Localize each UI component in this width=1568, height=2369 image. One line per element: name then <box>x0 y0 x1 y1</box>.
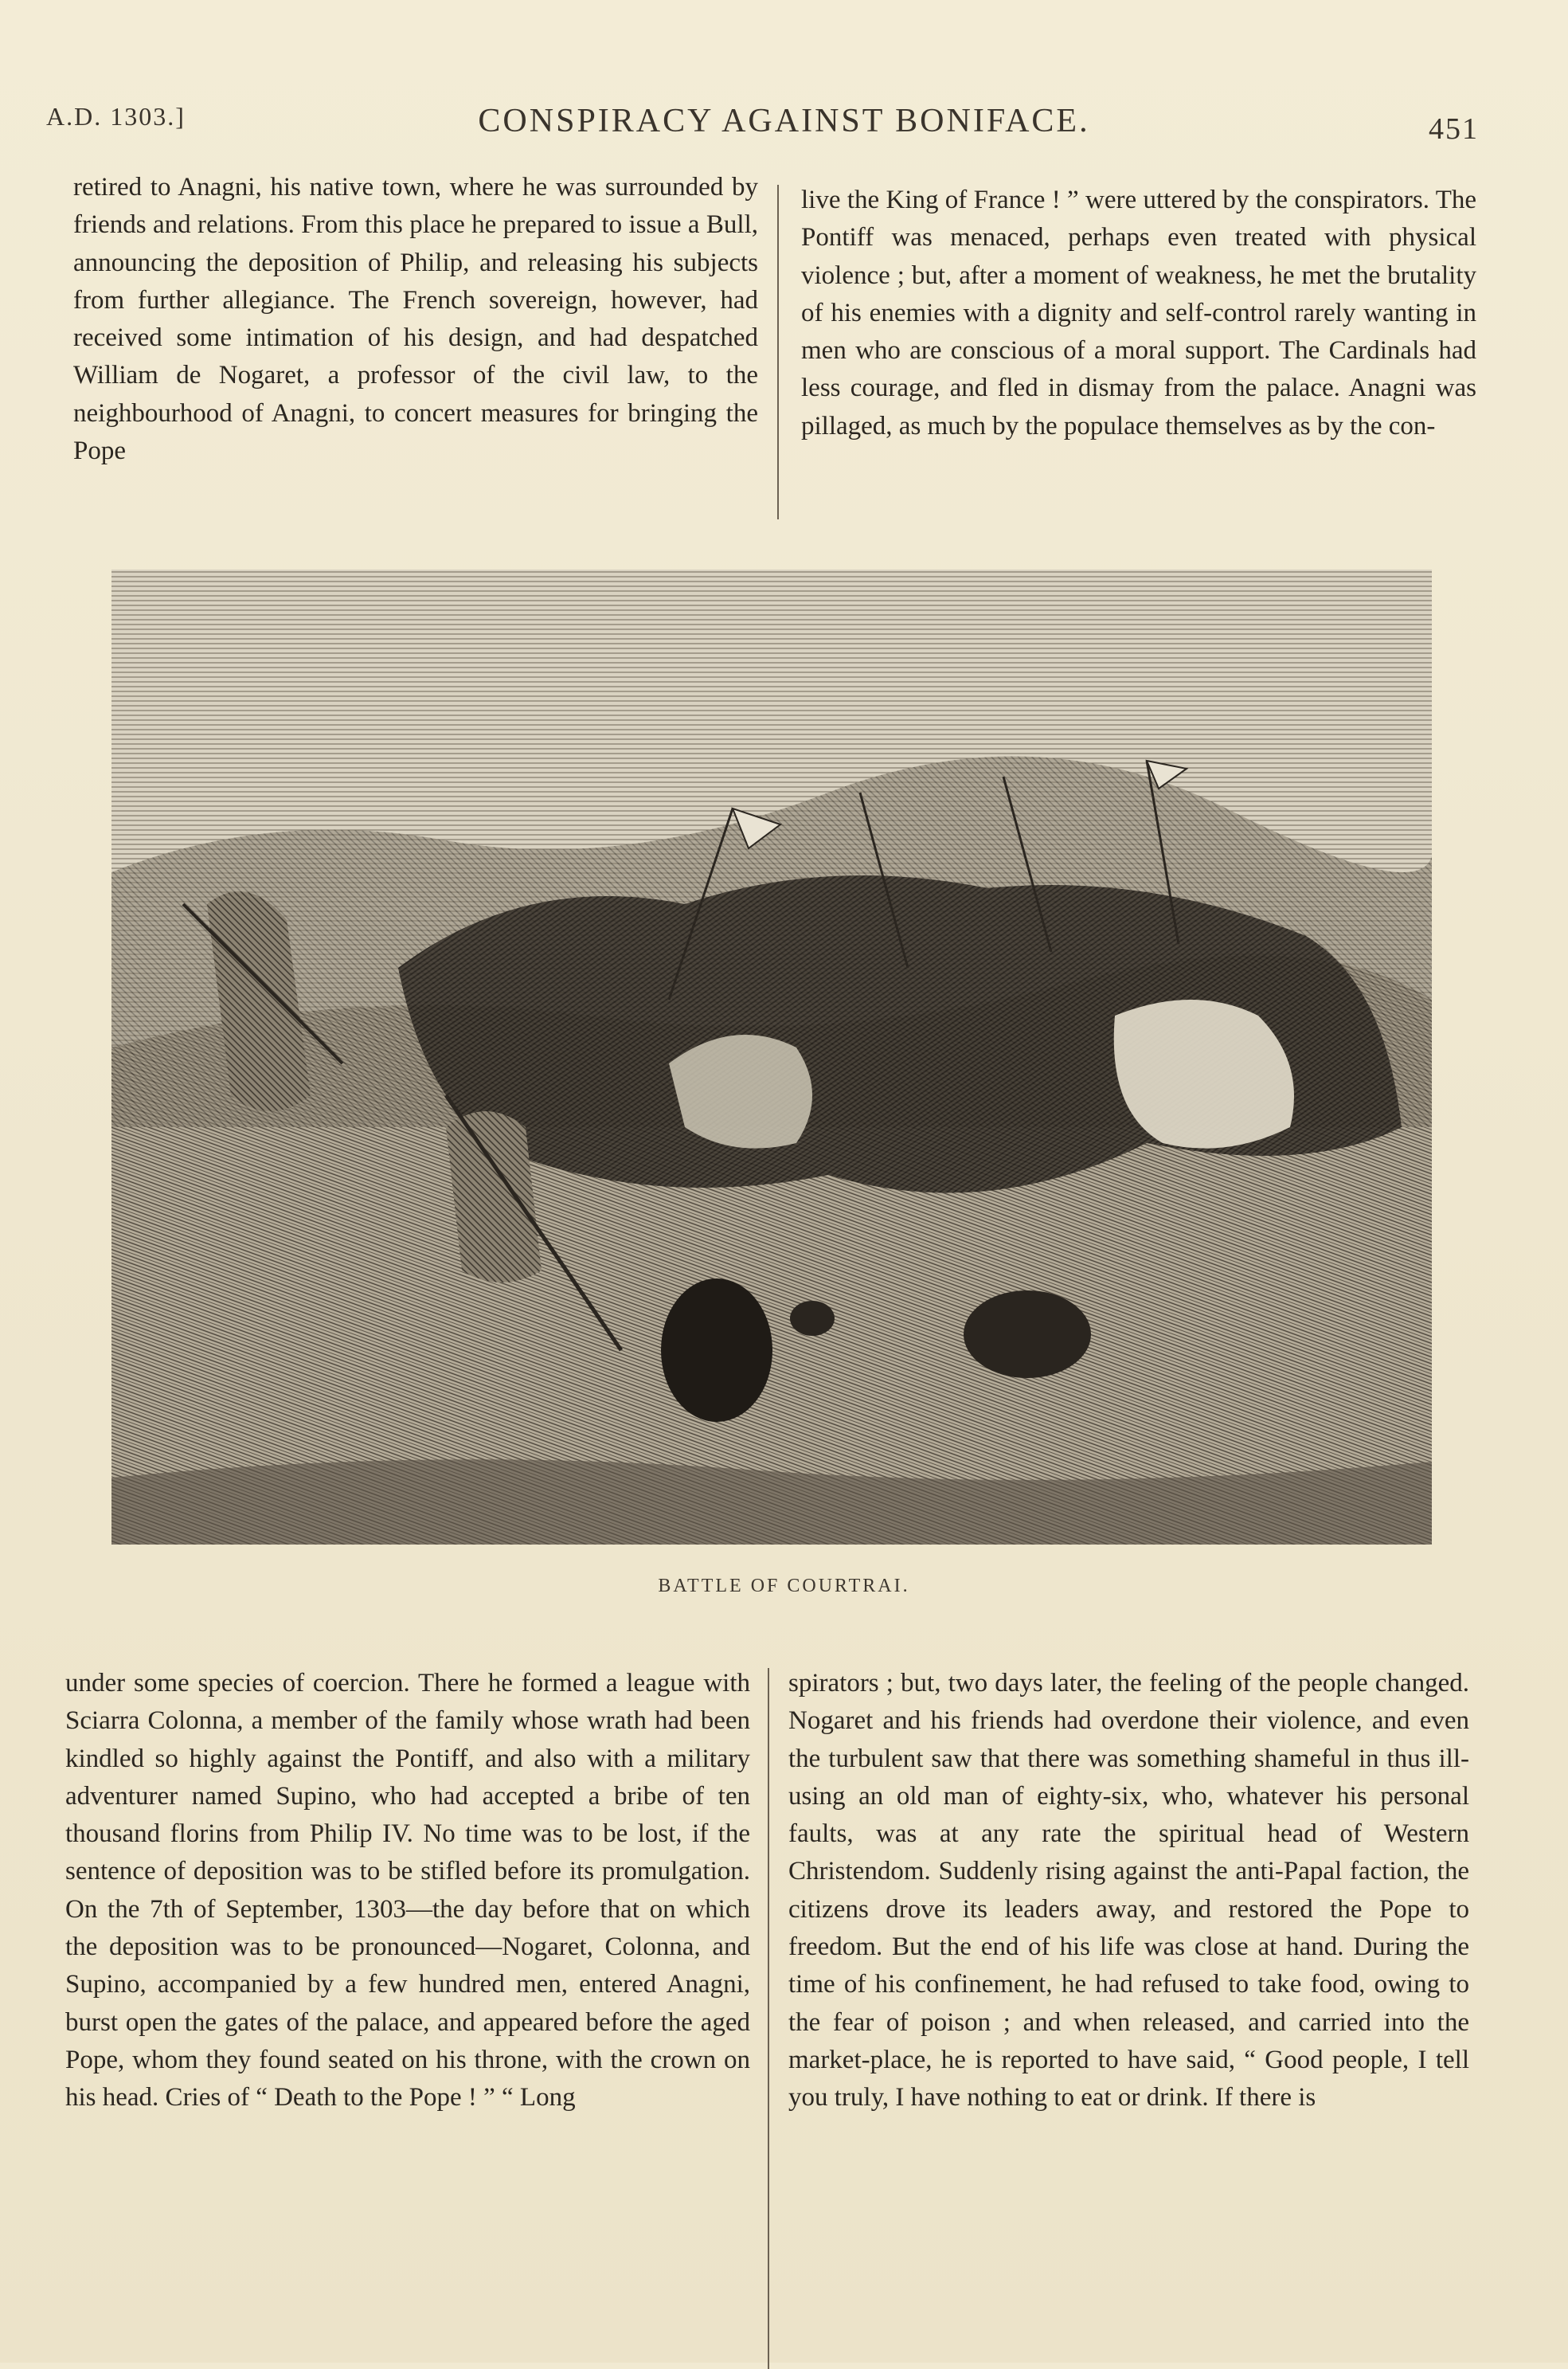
text-column-top-left: retired to Anagni, his native town, where he was surrounded by friends and relations. From this place he prepared to issue a Bull, announcing the deposition of Philip, and releasing his subjects from further allegiance. The French sovereign, however, had received some intimation of his design, and had despatched William de Nogaret, a professor of the civil law, to the neighbourhood of Anagni, to concert measures for bringing the Pope <box>73 173 758 466</box>
column-divider-top <box>777 185 779 519</box>
running-head-title: CONSPIRACY AGAINST BONIFACE. <box>478 103 1090 139</box>
text-column-bottom-right: spirators ; but, two days later, the feeling of the people changed. Nogaret and his friends had overdone their violence, and even the turbulent saw that there was something shameful in thus ill-using an old man of eighty-six, who, whatever his personal faults, was at any rate the spiritual head of Western Christendom. Suddenly rising against the anti-Papal faction, the citizens drove its leaders away, and restored the Pope to freedom. But the end of his life was close at hand. During the time of his confinement, he had refused to take food, owing to the fear of poison ; and when released, and carried into the market-place, he is reported to have said, “ Good people, I tell you truly, I have nothing to eat or drink. If there is <box>788 1669 1469 2113</box>
figure-caption: BATTLE OF COURTRAI. <box>658 1576 910 1596</box>
page-number: 451 <box>1429 112 1479 146</box>
engraving-illustration <box>111 570 1432 1545</box>
column-divider-bottom <box>768 1668 769 2369</box>
running-head-date: A.D. 1303.] <box>46 102 186 131</box>
text-column-top-right: live the King of France ! ” were uttered by the conspirators. The Pontiff was menaced, perhaps even treated with physical violence ; but, after a moment of weakness, he met the brutality of his enemies with a dignity and self-control rarely wanting in men who are conscious of a moral support. The Cardinals had less courage, and fled in dismay from the palace. Anagni was pillaged, as much by the populace themselves as by the con- <box>801 186 1476 441</box>
battle-engraving <box>111 570 1432 1545</box>
text-column-bottom-left: under some species of coercion. There he formed a league with Sciarra Colonna, a member of the family whose wrath had been kindled so highly against the Pontiff, and also with a military adventurer named Supino, who had accepted a bribe of ten thousand florins from Philip IV. No time was to be lost, if the sentence of deposition was to be stifled before its promulgation. On the 7th of September, 1303—the day before that on which the deposition was to be pronounced—Nogaret, Colonna, and Supino, accompanied by a few hundred men, entered Anagni, burst open the gates of the palace, and appeared before the aged Pope, whom they found seated on his throne, with the crown on his head. Cries of “ Death to the Pope ! ” “ Long <box>65 1669 750 2113</box>
